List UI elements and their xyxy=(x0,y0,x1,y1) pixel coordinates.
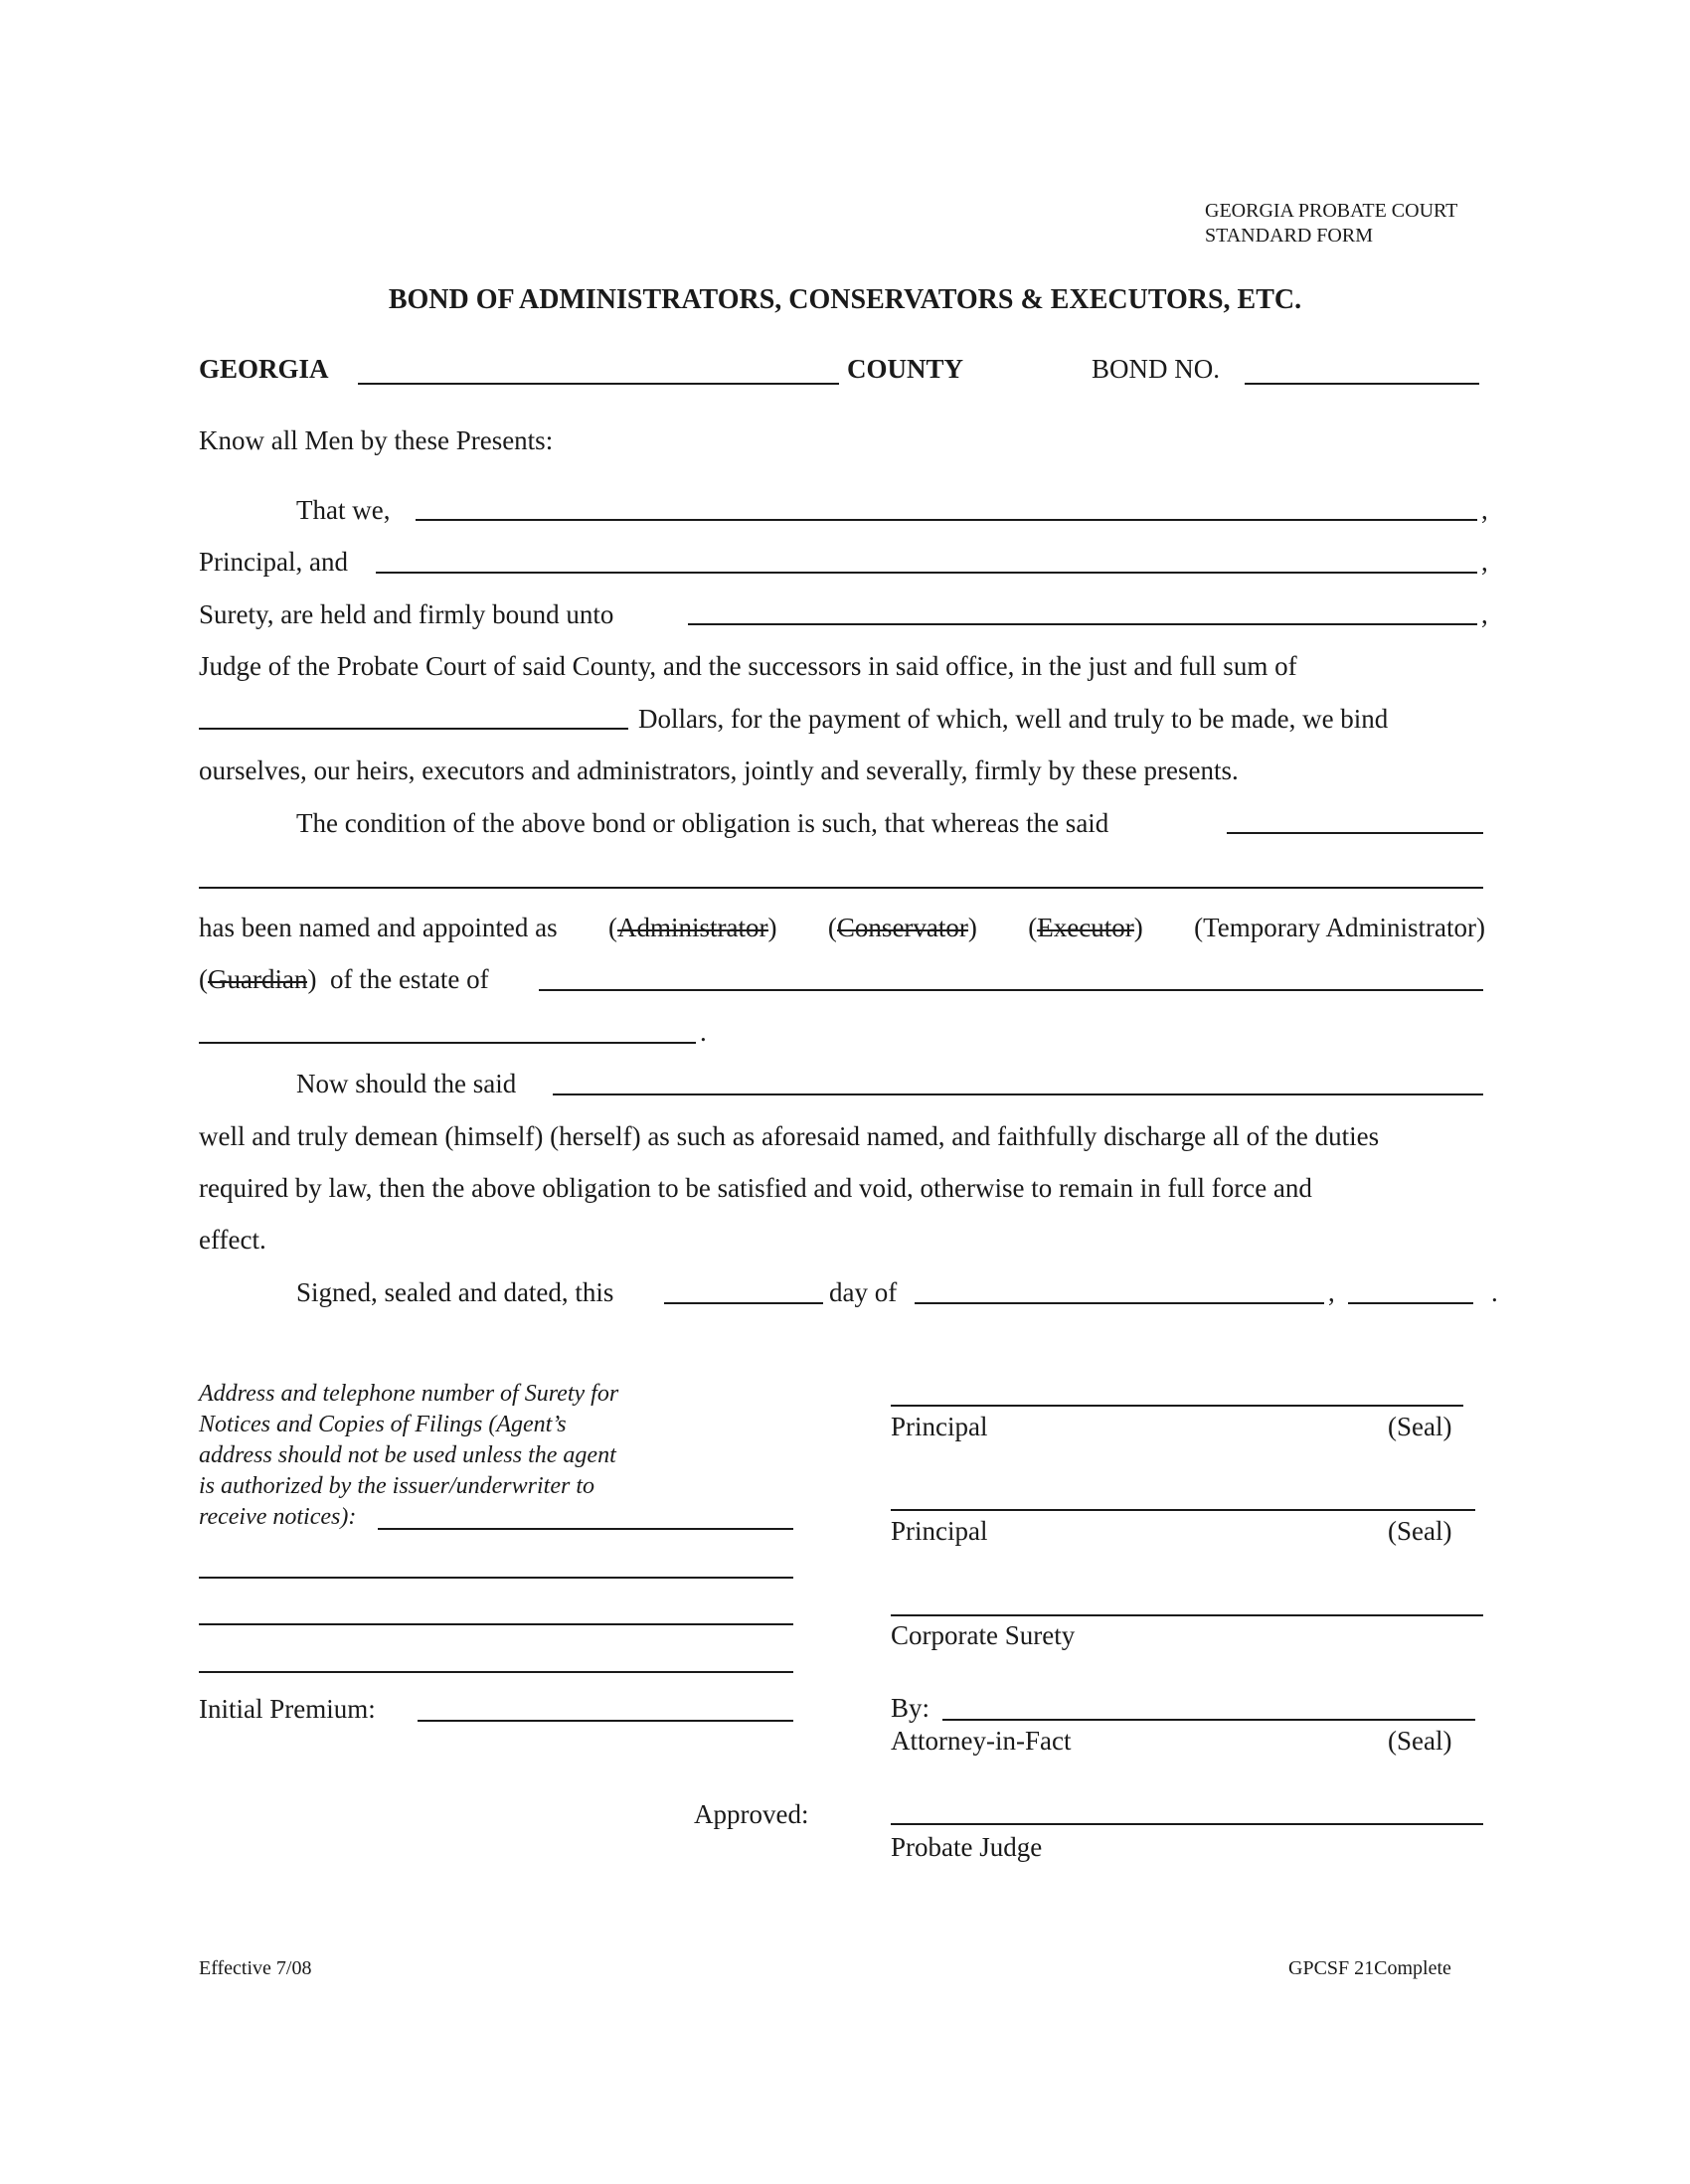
principal-2-label: Principal xyxy=(891,1516,988,1546)
role-administrator[interactable]: Administrator xyxy=(617,913,768,942)
principal-2-seal: (Seal) xyxy=(1388,1516,1452,1546)
state-label: GEORGIA xyxy=(199,354,329,384)
bond-no-field[interactable] xyxy=(1245,383,1479,385)
court-name: GEORGIA PROBATE COURT xyxy=(1205,200,1458,222)
role-guardian[interactable]: Guardian xyxy=(208,964,308,994)
probate-judge-signature-line[interactable] xyxy=(891,1823,1483,1825)
corporate-surety-signature-line[interactable] xyxy=(891,1614,1483,1616)
attorney-label: Attorney-in-Fact xyxy=(891,1726,1072,1756)
sum-amount-field[interactable] xyxy=(199,728,628,730)
initial-premium-field[interactable] xyxy=(418,1720,793,1722)
bond-no-label: BOND NO. xyxy=(1092,354,1221,384)
estate-of-label: of the estate of xyxy=(329,964,489,994)
surety-name-field[interactable] xyxy=(376,572,1477,574)
surety-bound-label: Surety, are held and firmly bound unto xyxy=(199,599,614,629)
named-appointed-line: has been named and appointed as (Administrator) (Conservator) (Executor) (Temporary Administrator) xyxy=(199,913,1485,942)
estate-name-field[interactable] xyxy=(539,989,1483,991)
surety-address-line-1: Address and telephone number of Surety for xyxy=(199,1381,619,1407)
named-prefix: has been named and appointed as xyxy=(199,913,558,942)
surety-address-field-1[interactable] xyxy=(378,1528,793,1530)
principal-2-signature-line[interactable] xyxy=(891,1509,1475,1511)
corporate-surety-label: Corporate Surety xyxy=(891,1620,1076,1650)
guardian-line: (Guardian) of the estate of xyxy=(199,964,489,994)
required-line: required by law, then the above obligation to be satisfied and void, otherwise to remain in full force and xyxy=(199,1173,1312,1203)
role-temporary-administrator[interactable]: Temporary Administrator xyxy=(1203,913,1476,942)
surety-address-line-2: Notices and Copies of Filings (Agent’s xyxy=(199,1412,567,1437)
month-field[interactable] xyxy=(915,1302,1324,1304)
principal-name-field[interactable] xyxy=(416,519,1477,521)
day-field[interactable] xyxy=(664,1302,823,1304)
role-conservator[interactable]: Conservator xyxy=(836,913,968,942)
judge-name-field[interactable] xyxy=(688,623,1477,625)
judge-line: Judge of the Probate Court of said County, and the successors in said office, in the just and full sum of xyxy=(199,651,1297,681)
year-field[interactable] xyxy=(1348,1302,1473,1304)
form-type: STANDARD FORM xyxy=(1205,225,1373,247)
surety-address-field-3[interactable] xyxy=(199,1623,793,1625)
surety-address-field-2[interactable] xyxy=(199,1577,793,1579)
county-field[interactable] xyxy=(358,383,839,385)
condition-line: The condition of the above bond or obligation is such, that whereas the said xyxy=(296,808,1109,838)
principal-1-seal: (Seal) xyxy=(1388,1412,1452,1441)
attorney-seal: (Seal) xyxy=(1388,1726,1452,1756)
appointee-name-field[interactable] xyxy=(1227,832,1483,834)
estate-name-field-cont[interactable] xyxy=(199,1042,696,1044)
principal-1-label: Principal xyxy=(891,1412,988,1441)
effect-line: effect. xyxy=(199,1225,266,1255)
surety-address-line-4: is authorized by the issuer/underwriter to xyxy=(199,1473,594,1499)
opening-line: Know all Men by these Presents: xyxy=(199,425,554,455)
signed-label: Signed, sealed and dated, this xyxy=(296,1277,614,1307)
by-label: By: xyxy=(891,1693,930,1723)
ourselves-line: ourselves, our heirs, executors and administrators, jointly and severally, firmly by these presents. xyxy=(199,756,1239,785)
now-should-label: Now should the said xyxy=(296,1069,517,1098)
initial-premium-label: Initial Premium: xyxy=(199,1694,376,1724)
county-label: COUNTY xyxy=(847,354,964,384)
principal-1-signature-line[interactable] xyxy=(891,1405,1463,1407)
probate-judge-label: Probate Judge xyxy=(891,1832,1043,1862)
attorney-signature-line[interactable] xyxy=(942,1719,1475,1721)
role-executor[interactable]: Executor xyxy=(1037,913,1134,942)
surety-address-line-3: address should not be used unless the agent xyxy=(199,1442,616,1468)
surety-address-line-5: receive notices): xyxy=(199,1504,357,1530)
appointee-name-field-cont[interactable] xyxy=(199,887,1483,889)
effective-date: Effective 7/08 xyxy=(199,1957,312,1979)
form-code: GPCSF 21Complete xyxy=(1288,1957,1451,1979)
fiduciary-name-field[interactable] xyxy=(553,1093,1483,1095)
dollars-line: Dollars, for the payment of which, well and truly to be made, we bind xyxy=(638,704,1389,734)
day-of-label: day of xyxy=(829,1277,898,1307)
surety-address-field-4[interactable] xyxy=(199,1671,793,1673)
principal-and-label: Principal, and xyxy=(199,547,348,577)
form-title: BOND OF ADMINISTRATORS, CONSERVATORS & EXECUTORS, ETC. xyxy=(388,284,1302,315)
that-we-label: That we, xyxy=(296,495,391,525)
approved-label: Approved: xyxy=(694,1799,809,1829)
demean-line: well and truly demean (himself) (herself) as such as aforesaid named, and faithfully discharge all of the duties xyxy=(199,1121,1380,1151)
